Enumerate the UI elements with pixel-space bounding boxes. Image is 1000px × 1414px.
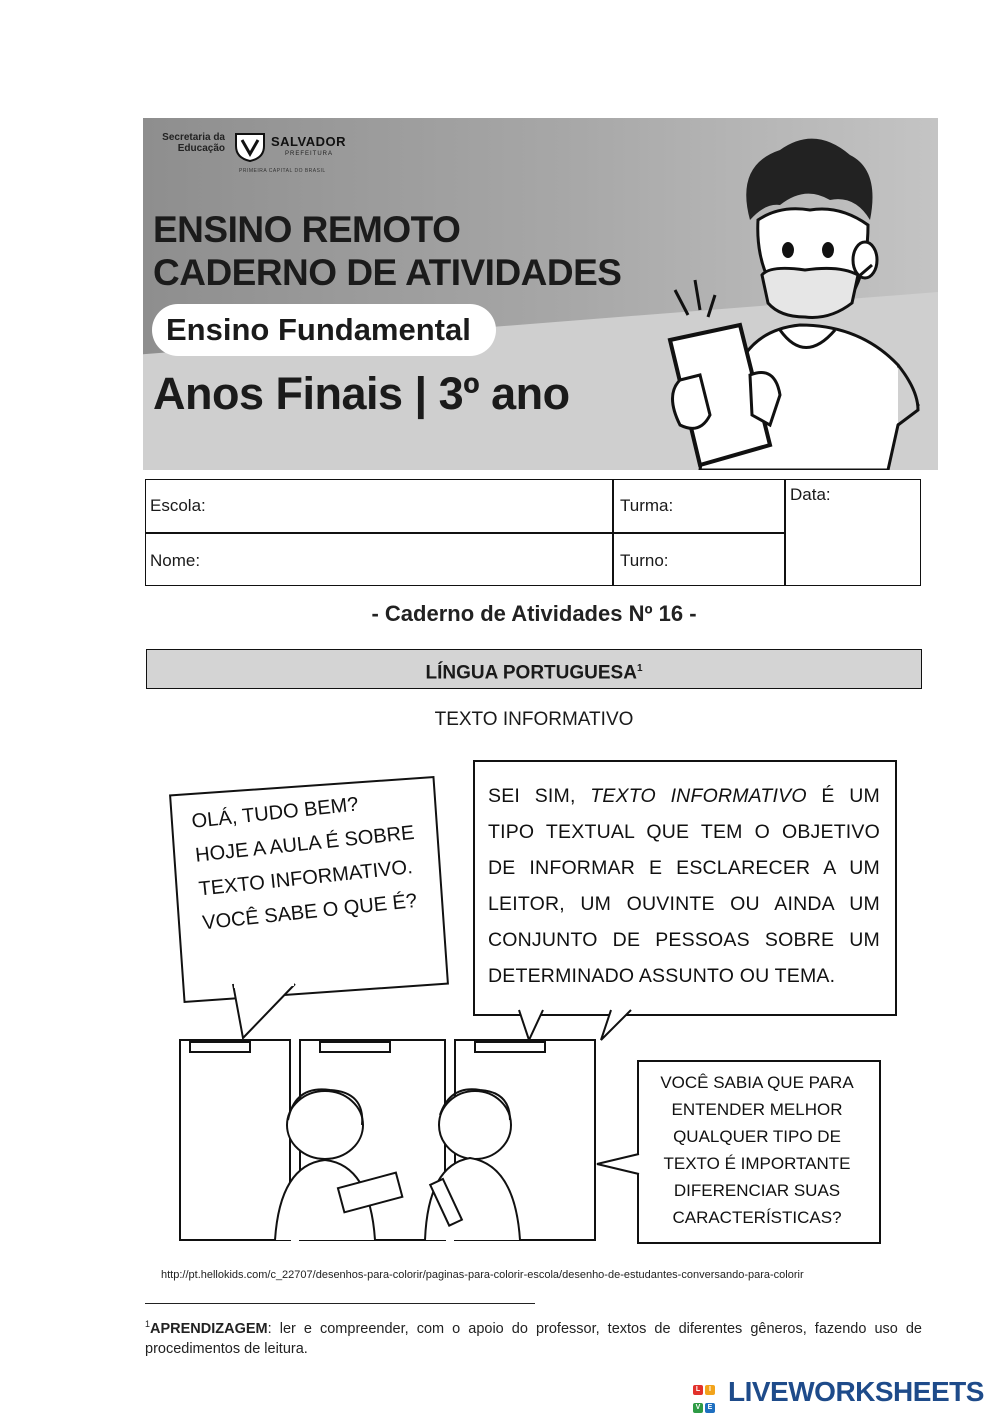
prefeitura-label: PREFEITURA	[285, 151, 334, 157]
subject-label: LÍNGUA PORTUGUESA	[425, 662, 637, 684]
bubble-small-line: TEXTO É IMPORTANTE	[663, 1154, 851, 1173]
footnote-mark: 1	[145, 1319, 151, 1329]
form-divider	[145, 532, 785, 534]
section-title: TEXTO INFORMATIVO	[434, 709, 634, 730]
caderno-title: - Caderno de Atividades Nº 16 -	[371, 601, 697, 626]
bubble-small-line: VOCÊ SABIA QUE PARA	[660, 1073, 854, 1092]
bubble-left-line: TEXTO INFORMATIVO.	[197, 856, 414, 901]
turno-label: Turno:	[620, 551, 669, 570]
footnote-divider	[145, 1303, 535, 1304]
bubble-small-line: ENTENDER MELHOR	[671, 1100, 843, 1119]
footnote-label: APRENDIZAGEM	[150, 1320, 268, 1337]
bubble-small-line: QUALQUER TIPO DE	[673, 1127, 841, 1146]
bubble-small-text	[640, 1069, 874, 1231]
level-pill: Ensino Fundamental	[152, 304, 496, 356]
city-tagline: PRIMEIRA CAPITAL DO BRASIL	[239, 168, 326, 174]
prefeitura-logo	[155, 130, 365, 180]
bubble-right-prefix: SEI SIM,	[488, 785, 591, 807]
bubble-right-emphasis: TEXTO INFORMATIVO	[590, 785, 807, 807]
city-name: SALVADOR	[271, 134, 347, 149]
title-caderno: CADERNO DE ATIVIDADES	[153, 252, 622, 293]
bubble-left-line: OLÁ, TUDO BEM?	[190, 793, 360, 833]
form-divider	[612, 479, 614, 586]
escola-field[interactable]	[220, 484, 608, 528]
nome-label: Nome:	[150, 551, 201, 570]
turma-label: Turma:	[620, 496, 674, 515]
form-divider	[784, 479, 786, 586]
secretaria-label: Secretaria da Educação	[162, 132, 225, 154]
student-with-tablet-illustration	[640, 125, 938, 470]
subject-footnote-mark: 1	[636, 663, 643, 674]
liveworksheets-watermark[interactable]: LIVEWORKSHEETS	[728, 1376, 984, 1407]
bubble-small-line: DIFERENCIAR SUAS	[673, 1181, 841, 1200]
bubble-small-line: CARACTERÍSTICAS?	[672, 1208, 842, 1227]
grade-title: Anos Finais | 3º ano	[153, 368, 570, 419]
nome-field[interactable]	[212, 538, 608, 582]
bubble-small-tail	[595, 1150, 641, 1180]
title-ensino-remoto: ENSINO REMOTO	[153, 209, 461, 250]
bubble-left-line: VOCÊ SABE O QUE É?	[201, 889, 419, 935]
coat-of-arms-icon	[233, 132, 267, 162]
turno-field[interactable]	[680, 538, 780, 582]
students-talking-illustration	[170, 1030, 650, 1250]
liveworksheets-logo-icon: L I V E	[692, 1378, 716, 1412]
turma-field[interactable]	[680, 484, 780, 528]
data-field[interactable]	[790, 508, 916, 582]
bubble-left-line: HOJE A AULA É SOBRE	[194, 821, 416, 867]
bubble-right-text	[488, 778, 880, 994]
bubble-right-rest: É UM TIPO TEXTUAL QUE TEM O OBJETIVO DE INFORMAR E ESCLARECER A UM LEITOR, UM OUVINTE OU AINDA UM CONJUNTO DE PESSOAS SOBRE UM DETERMINADO ASSUNTO OU TEMA.	[488, 785, 880, 987]
bubble-left-text	[190, 780, 443, 940]
footnote	[145, 1314, 922, 1359]
data-label: Data:	[790, 485, 831, 504]
escola-label: Escola:	[150, 496, 206, 515]
footnote-text: : ler e compreender, com o apoio do professor, textos de diferentes gêneros, fazendo uso de procedimentos de leitura.	[145, 1320, 922, 1357]
subject-header	[146, 649, 922, 689]
image-source-url: http://pt.hellokids.com/c_22707/desenhos-para-colorir/paginas-para-colorir-escola/desenho-de-estudantes-conversando-para-colorir	[161, 1269, 804, 1281]
